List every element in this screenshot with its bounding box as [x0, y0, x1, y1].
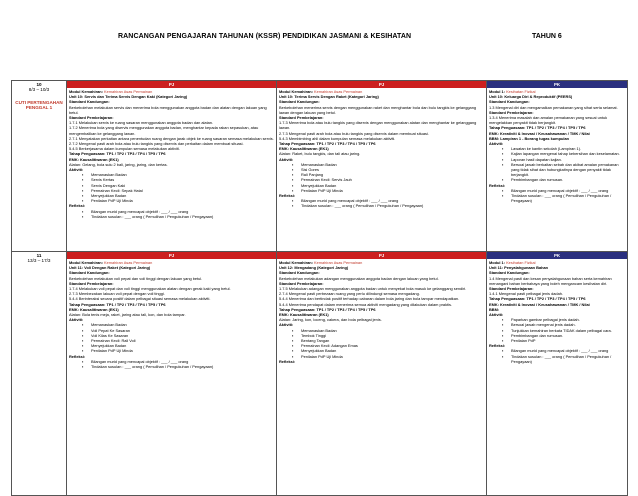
reflection-item: ▪ Tindakan susulan : ___ orang ( Pemulihan / Pengukuhan / Pengayaan) — [82, 364, 274, 369]
reflection-item: ▪ Bilangan murid yang mencapai objektif : ___ / ___ orang — [502, 348, 625, 353]
lesson-line: Tahap Penguasaan: TP1 / TP2 / TP3 / TP4 / TP5 / TP6 — [69, 301, 166, 307]
lesson-line: 2.7.1 Menyatakan perkaitan antara penentudan ruang dengan jarak objek ke ruang sasaran semasa melakukan servis. — [69, 135, 274, 141]
lesson-line: Standard Pembelajaran: — [279, 280, 324, 286]
lesson-line: Tahap Penguasaan: TP1 / TP2 / TP3 / TP4 / TP5 / TP6 — [69, 151, 166, 157]
lesson-line: Modul 1: Kesihatan Fizikal — [489, 260, 536, 265]
activity-item: ▪ Kajian lapangan mengenai tahap kebersihan dan keselamatan. — [502, 151, 625, 156]
holiday-label: CUTI PERTENGAHAN PENGGAL 1 — [15, 100, 63, 110]
lesson-line: Modul 1: Kesihatan Fizikal — [489, 89, 536, 94]
lesson-line: Aktiviti: — [489, 141, 504, 147]
subject-bar: PJ — [277, 252, 486, 259]
lesson-line: Berkebolehan menerima servis dengan menggunakan raket dan menghantar bola dan bulu tangkis ke gelanggang lawan dengan lakuan yang betul. — [279, 104, 477, 115]
pj-lesson-cell — [277, 252, 487, 496]
activity-item: ▪ Penilaian PdP Uji Minda — [292, 354, 484, 359]
lesson-line: 2.7.4 Mengenal pasti perbezaan ruang yang perlu dilindungi semasa mengadang. — [279, 291, 420, 297]
lesson-line: 5.4.5 Berkerjasama dalam kumpulan semasa melakukan aktiviti. — [69, 146, 180, 152]
lesson-line: Unit 12: Mengadang (Kategori Jaring) — [279, 265, 349, 271]
reflection-list — [69, 209, 274, 219]
activity-item: ▪ Tembok Tinggi — [292, 333, 484, 338]
activity-list — [279, 162, 484, 193]
lesson-line: 1.4.1 Mengenal pasti pelbagai jenis dadah. — [489, 291, 563, 297]
activity-item: ▪ Menyejukkan Badan — [82, 193, 274, 198]
activity-item: ▪ Menyejukkan Badan — [292, 183, 484, 188]
activity-list — [69, 172, 274, 203]
lesson-line: Standard Pembelajaran: — [69, 115, 114, 121]
lesson-line: 2.7.2 Mengenal pasti arah bola atau bulu tangkis yang diservis dan perkaitan dalam membuat situasi. — [69, 141, 244, 147]
activity-item: ▪ Servis Kertas — [82, 177, 274, 182]
lesson-line: Alatan: Jaring, kon, loceng, cakera, dan bola pelbagai jenis. — [279, 317, 382, 323]
lesson-line: Unit 11: Voli Dengan Raket (Kategori Jaring) — [69, 265, 151, 271]
activity-list — [489, 317, 625, 343]
reflection-label: Refleksi: — [489, 182, 506, 188]
reflection-label: Refleksi: — [279, 358, 296, 364]
lesson-line: Aktiviti: — [279, 322, 294, 328]
activity-item: ▪ Pembimbangan dan rumusan. — [502, 333, 625, 338]
lesson-line: Alatan: Bola tenis meja, raket, jaring atau tali, kon, dan bola tampar. — [69, 312, 186, 318]
lesson-line: Standard Pembelajaran: — [279, 115, 324, 121]
week-number: 10 — [36, 82, 42, 87]
lesson-line: Berkebolehan melakukan voli pepat dan voli tinggi dengan lakuan yang betul. — [69, 275, 203, 281]
lesson-line: 5.4.4 Menerima pendapat dalam menerima semua aktiviti mengadang yang dilakukan dalam praktis. — [279, 301, 453, 307]
activity-item: ▪ Lawatan ke kantin sekolah (Lampiran 1). — [502, 146, 625, 151]
lesson-line: Modul Kemahiran: Kemahiran Asas Permainan — [69, 89, 153, 94]
lesson-line: 1.3.4 Menerima masalah dan amalan pemakanan yang sesuai untuk mengelakkan penyakit tidak berjangkit. — [489, 115, 608, 126]
subject-bar: PJ — [277, 81, 486, 88]
lesson-line: BBM: — [489, 306, 500, 312]
activity-item: ▪ Rali Panjang — [292, 172, 484, 177]
lesson-line: EMK: Kausalitiwaran (EK1) — [279, 312, 329, 318]
activity-list — [279, 328, 484, 359]
lesson-line: Tahap Penguasaan: TP1 / TP2 / TP3 / TP4 / TP5 / TP6 — [279, 141, 376, 147]
lesson-line: Modul Kemahiran: Kemahiran Asas Permainan — [279, 260, 363, 265]
lesson-line: Standard Kandungan: — [69, 270, 110, 276]
activity-item: ▪ Penilaian PdP Uji Minda — [292, 188, 484, 193]
subject-bar: PK — [487, 81, 627, 88]
lesson-line: Standard Pembelajaran: — [489, 286, 534, 292]
lesson-line: EMK: Kreativiti & Inovasi / Keusahawanan / TMK / Nilai — [489, 301, 590, 307]
reflection-item: ▪ Tindakan susulan : ___ orang ( Pemulihan / Pengukuhan / Pengayaan) — [502, 354, 625, 364]
activity-item: ▪ Bentang Tangan — [292, 338, 484, 343]
activity-item: ▪ Permainan Kecil: Servis Jauh — [292, 177, 484, 182]
activity-item: ▪ Permainan Kecil: Adangan Emas — [292, 343, 484, 348]
lesson-line: Unit 10: Servis dan Terima Servis Dengan Kaki (Kategori Jaring) — [69, 94, 188, 100]
lesson-line: Standard Pembelajaran: — [69, 280, 114, 286]
activity-item: ▪ Menyejukkan Badan — [292, 348, 484, 353]
activity-item: ▪ Bersoal jawab berkaitan sebab dan akibat amalan pemakanan yang tidak sihat dan hubungkaitnya dengan penyakit tidak berjangkit. — [502, 162, 625, 178]
reflection-item: ▪ Bilangan murid yang mencapai objektif : ___ / ___ orang — [82, 359, 274, 364]
activity-item: ▪ Laporan hasil dapatan kajian. — [502, 157, 625, 162]
pk-lesson-cell — [487, 252, 628, 496]
lesson-line: Berkebolehan melakukan adangan menggunakan anggota badan dengan lakuan yang betul. — [279, 275, 439, 281]
activity-item: ▪ Permainan Kecil: Sepak Hatal — [82, 188, 274, 193]
reflection-item: ▪ Bilangan murid yang mencapai objektif : ___ / ___ orang — [82, 209, 274, 214]
pj-lesson-cell — [277, 81, 487, 252]
lesson-line: Modul Kemahiran: Kemahiran Asas Permainan — [69, 260, 153, 265]
lesson-line: Alatan: Gelang, bola sulu 2 bali, jaring, jaring, dan kertas. — [69, 161, 168, 167]
week-cell — [12, 252, 67, 496]
activity-item: ▪ Sisi Gores — [292, 167, 484, 172]
document-title: RANCANGAN PENGAJARAN TAHUNAN (KSSR) PENDIDIKAN JASMANI & KESIHATAN — [118, 33, 412, 40]
lesson-line: Standard Kandungan: — [489, 270, 530, 276]
activity-list — [69, 322, 274, 353]
lesson-line: 5.4.4 Menerima dan bertindak positif terhadap cabaran dalam bola jaring dan bola tampar mendapatkan. — [279, 296, 460, 302]
lesson-line: EMK: Kausalitiwaran (EK1) — [69, 156, 119, 162]
lesson-line: 5.4.3 Membimbing ahli dalam kumpulan semasa melakukan aktiviti. — [279, 135, 396, 141]
reflection-label: Refleksi: — [69, 203, 86, 209]
reflection-item: ▪ Tindakan susulan : ___ orang ( Pemulihan / Pengukuhan / Pengayaan) — [82, 214, 274, 219]
lesson-line: Standard Kandungan: — [69, 99, 110, 105]
lesson-line: Standard Pembelajaran: — [489, 109, 534, 115]
activity-item: ▪ Pembimbangan dan rumusan. — [502, 177, 625, 182]
lesson-line: Standard Kandungan: — [279, 270, 320, 276]
activity-item: ▪ Voli Pepat Ke Sasaran — [82, 328, 274, 333]
lesson-line: Modul Kemahiran: Kemahiran Asas Permainan — [279, 89, 363, 94]
reflection-item: ▪ Tindakan susulan : ___ orang ( Pemulihan / Pengukuhan / Pengayaan) — [502, 193, 625, 203]
week-row — [12, 252, 628, 496]
lesson-line: 5.4.4 Berinteraksi secara positif dalam pelbagai situasi semasa melakukan aktiviti. — [69, 296, 211, 302]
lesson-line: 1.4 Mengenal pasti dan kesan penyalahgunaan bahan serta kemahiran menangani bahan berbahaya yang boleh mengancam kesihatan diri. — [489, 275, 612, 286]
reflection-list — [489, 348, 625, 364]
lesson-line: 1.7.5 Melakukan adangan menggunakan anggota badan untuk menyekat bola masuk ke gelanggang sendiri. — [279, 286, 467, 292]
pj-lesson-cell — [67, 81, 277, 252]
lesson-line: 2.7.3 Membezakan lakuan voli pepat dengan voli tinggi. — [69, 291, 165, 297]
week-dates: 13/3 – 17/3 — [27, 258, 51, 263]
lesson-line: 1.3 Mengenal diri dan mengamalkan pemakanan yang sihat serta selamat. — [489, 104, 618, 110]
lesson-line: Unit 10: Terima Servis Dengan Raket (Kategori Jaring) — [279, 94, 379, 100]
lesson-line: Standard Kandungan: — [279, 99, 320, 105]
activity-item: ▪ Servis Dengan Kaki — [82, 183, 274, 188]
lesson-line: BBM: Lampiran 1 - Borang tugas kumpulan — [489, 135, 569, 141]
lesson-line: 2.7.3 Mengenal pasti arah bola atau bulu tangkis yang diservis dalam membuat situasi. — [279, 130, 429, 136]
lesson-line: EMK: Kausalitiwaran (EK1) — [279, 146, 329, 152]
lesson-line: Aktiviti: — [489, 312, 504, 318]
lesson-line: Tahap Penguasaan: TP1 / TP2 / TP3 / TP4 / TP5 / TP6 — [489, 125, 586, 131]
activity-list — [489, 146, 625, 182]
lesson-line: Tahap Penguasaan: TP1 / TP2 / TP3 / TP4 / TP5 / TP6 — [279, 306, 376, 312]
activity-item: ▪ Menyejukkan Badan — [82, 343, 274, 348]
reflection-item: ▪ Bilangan murid yang mencapai objektif : ___ / ___ orang — [292, 198, 484, 203]
lesson-line: Standard Kandungan: — [489, 99, 530, 105]
lesson-line: Aktiviti: — [69, 167, 84, 173]
reflection-label: Refleksi: — [489, 343, 506, 349]
lesson-line: 1.7.1 Melakukan servis ke ruang sasaran menggunakan anggota badan dan alatan. — [69, 120, 214, 126]
activity-item: ▪ Memanaskan Badan — [292, 328, 484, 333]
activity-item: ▪ Memanaskan Badan — [82, 172, 274, 177]
activity-item: ▪ Penilaian PdP — [502, 338, 625, 343]
lesson-plan-table — [11, 80, 628, 496]
reflection-label: Refleksi: — [69, 353, 86, 359]
activity-item: ▪ Voli Kilas Ke Sasaran — [82, 333, 274, 338]
reflection-item: ▪ Tindakan susulan : ___ orang ( Pemulihan / Pengukuhan / Pengayaan) — [292, 203, 484, 208]
activity-item: ▪ Memanaskan Badan — [82, 322, 274, 327]
pk-lesson-cell — [487, 81, 628, 252]
activity-item: ▪ Memanaskan Badan — [292, 162, 484, 167]
subject-bar: PK — [487, 252, 627, 259]
reflection-list — [489, 188, 625, 204]
subject-bar: PJ — [67, 81, 276, 88]
lesson-line: 1.7.3 Menerima bola atau bulu tangkis yang diservis dengan menggunakan alatan dan menghantar ke gelanggang lawan. — [279, 120, 477, 131]
activity-item: ▪ Paparkan gambar pelbagai jenis dadah. — [502, 317, 625, 322]
activity-item: ▪ Penilaian PdP Uji Minda — [82, 198, 274, 203]
reflection-list — [69, 359, 274, 369]
pj-lesson-cell — [67, 252, 277, 496]
week-dates: 8/3 – 10/3 — [28, 87, 50, 92]
activity-item: ▪ Bersoal jawab mengenai jenis dadah. — [502, 322, 625, 327]
lesson-line: 1.7.4 Melakukan voli pepat dan voli tinggi menggunakan alatan dengan gerak kaki yang betul. — [69, 286, 231, 292]
subject-bar: PJ — [67, 252, 276, 259]
lesson-line: Unit 11: Penyalahgunaan Bahan — [489, 265, 549, 271]
lesson-line: 1.7.2 Menerima bola yang diservis menggunakan anggota badan, menghantar kepada rakan sepasukan, atau mengembalikan ke gelanggang lawan. — [69, 125, 259, 136]
lesson-line: Aktiviti: — [69, 317, 84, 323]
activity-item: ▪ Tunjukkan kemahiran berkata TIDAK dalam pelbagai cara. — [502, 328, 625, 333]
lesson-line: Alatan: Raket, bulu tangkis, dan tali atau jaring. — [279, 151, 361, 157]
year-label: TAHUN 6 — [532, 33, 562, 40]
lesson-line: EMK: Kausalitiwaran (EK1) — [69, 306, 119, 312]
lesson-line: Berkebolehan melakukan servis dan menerima bola menggunakan anggota badan dan alatan dengan lakuan yang betul. — [69, 104, 267, 115]
lesson-line: Tahap Penguasaan: TP1 / TP2 / TP3 / TP4 / TP5 / TP6 — [489, 296, 586, 302]
activity-item: ▪ Penilaian PdP Uji Minda — [82, 348, 274, 353]
week-cell — [12, 81, 67, 252]
activity-item: ▪ Permainan Kecil: Rali Voli — [82, 338, 274, 343]
reflection-label: Refleksi: — [279, 193, 296, 199]
reflection-list — [279, 198, 484, 208]
lesson-line: Unit 10: Keluarga Diri & Reproduktif (PEERS) — [489, 94, 573, 100]
lesson-line: EMK: Kreativiti & Inovasi / Keusahawanan / TMK / Nilai — [489, 130, 590, 136]
reflection-item: ▪ Bilangan murid yang mencapai objektif : ___ / ___ orang — [502, 188, 625, 193]
week-row — [12, 81, 628, 252]
lesson-line: Aktiviti: — [279, 156, 294, 162]
week-number: 11 — [36, 253, 42, 258]
